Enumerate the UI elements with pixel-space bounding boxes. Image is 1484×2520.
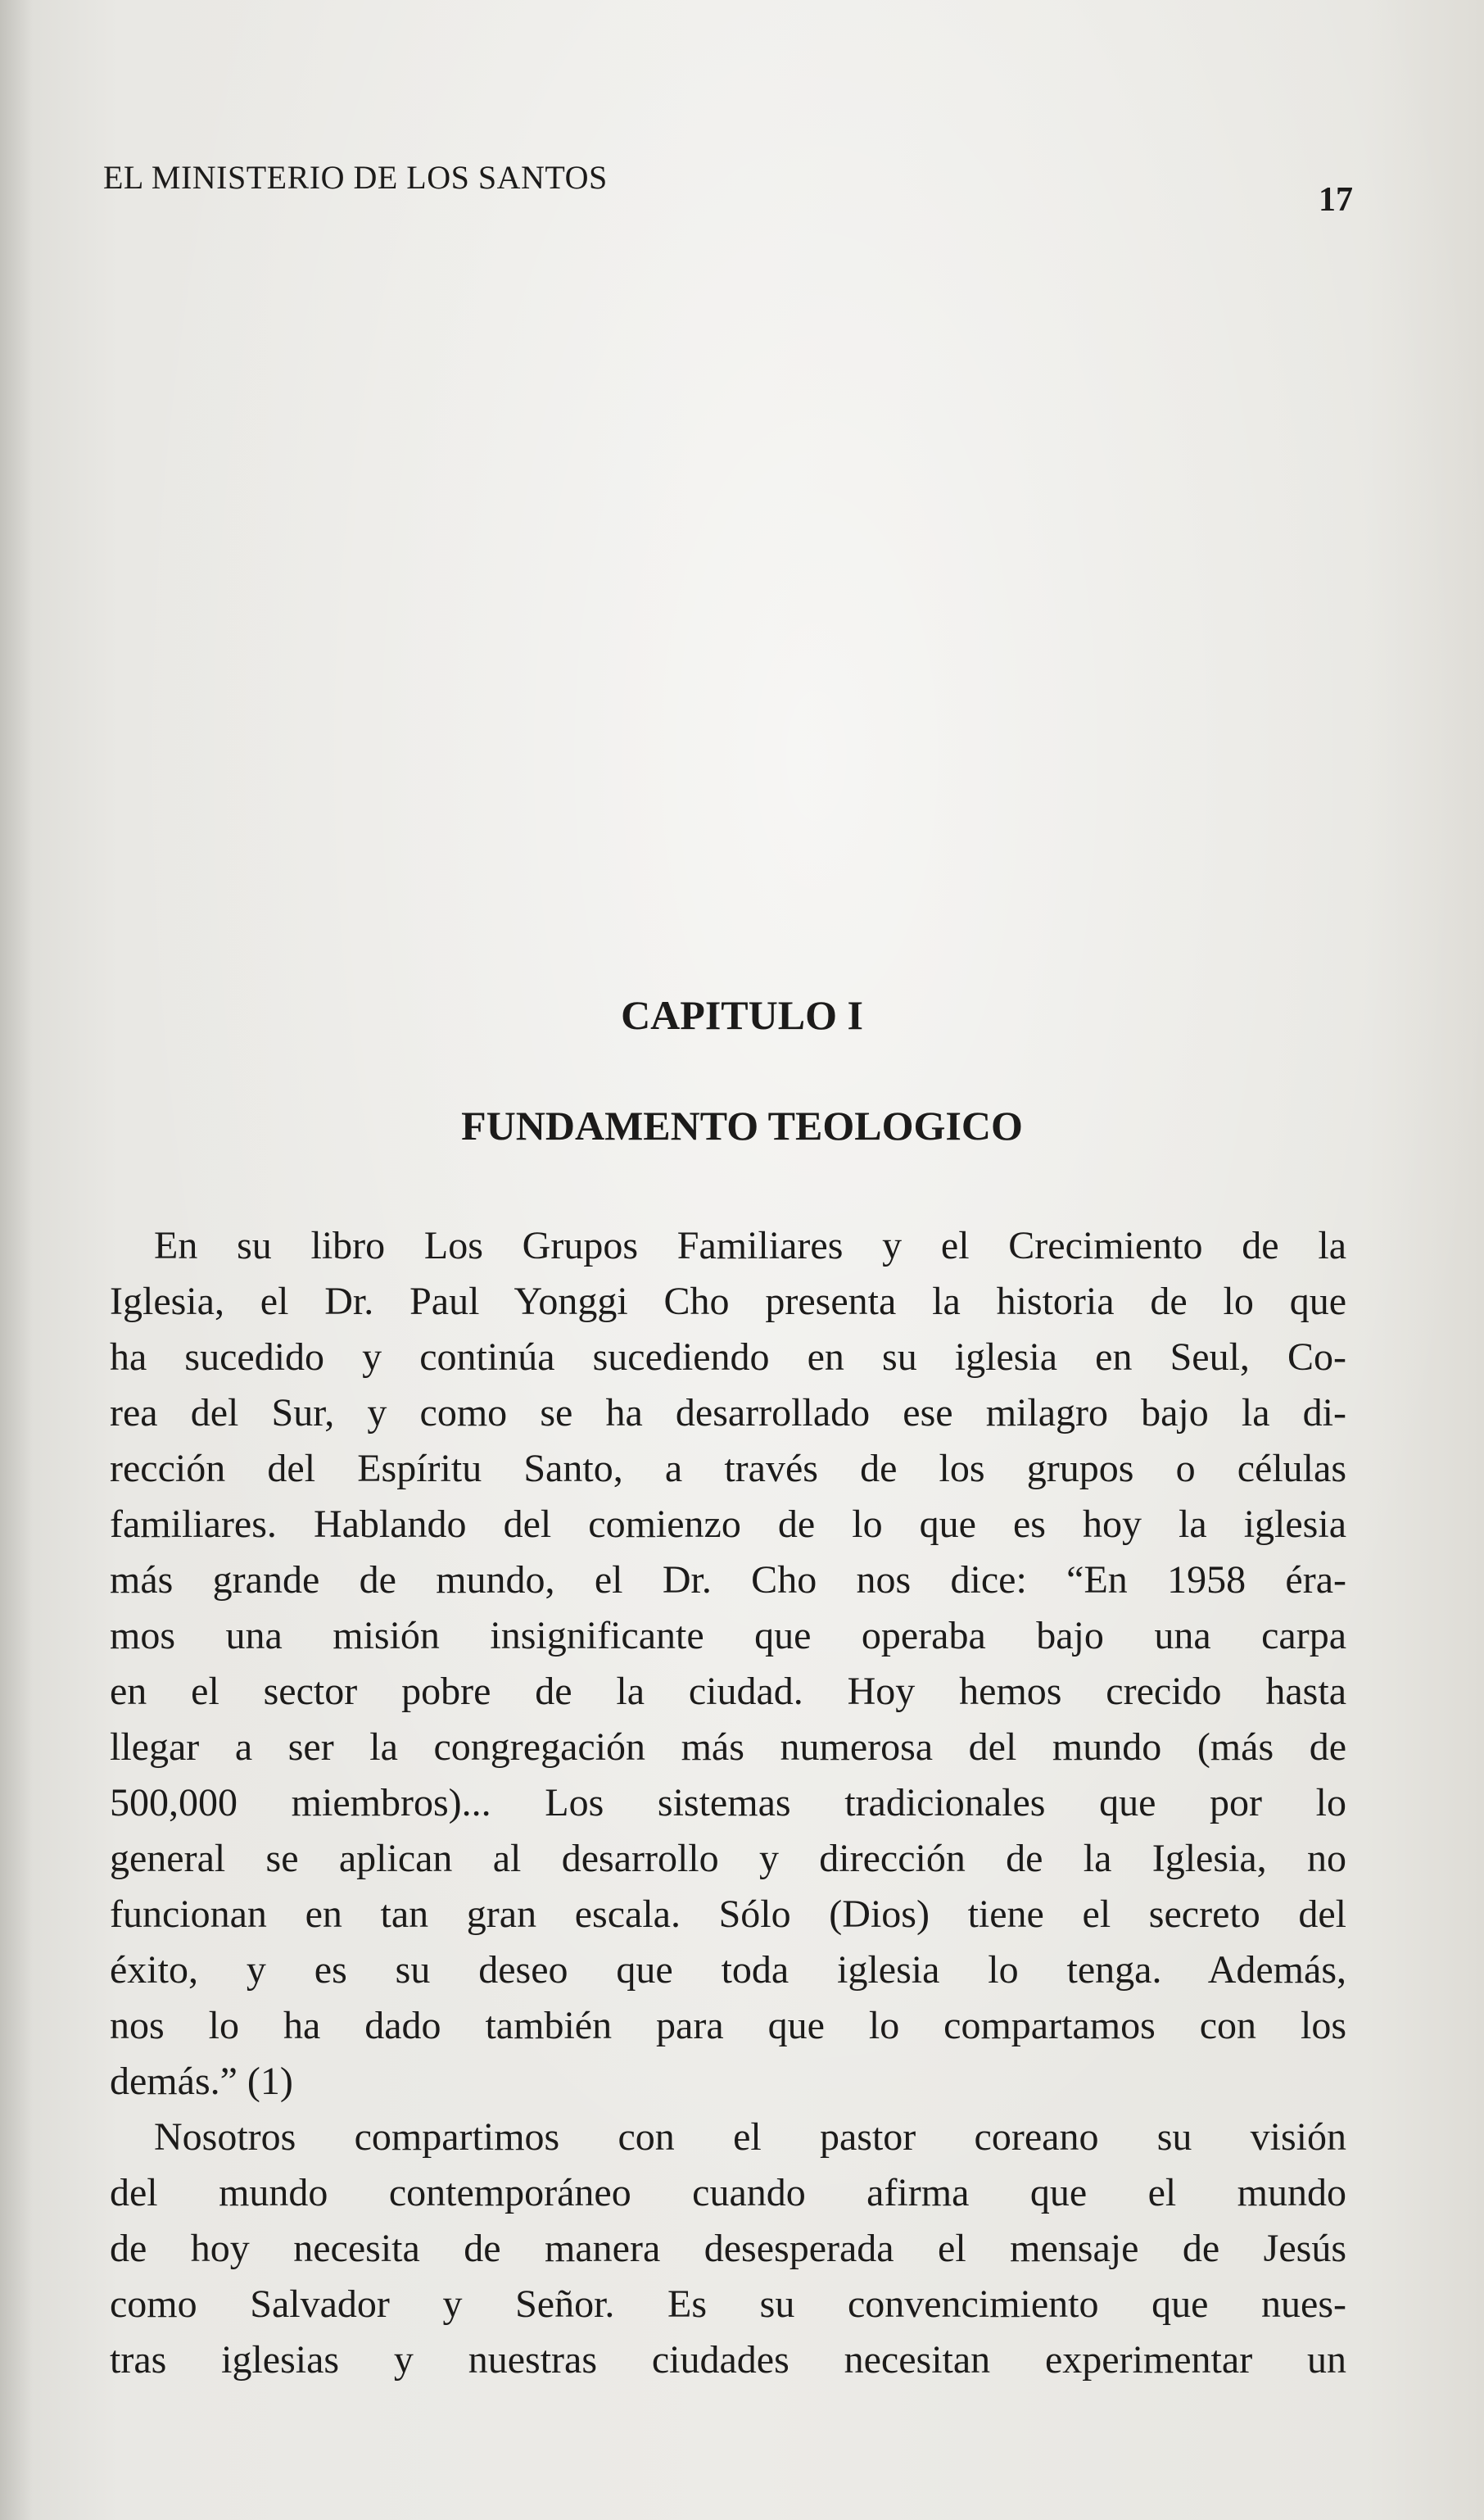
text-line: demás.” (1) xyxy=(110,2060,293,2103)
text-line: general se aplican al desarrollo y dirección de la Iglesia, no xyxy=(110,1837,1346,1880)
text-line: llegar a ser la congregación más numerosa del mundo (más de xyxy=(110,1725,1346,1769)
running-head: EL MINISTERIO DE LOS SANTOS xyxy=(103,159,608,196)
spine-shadow xyxy=(0,0,33,2520)
text-line: del mundo contemporáneo cuando afirma que el mundo xyxy=(110,2171,1346,2214)
text-line: como Salvador y Señor. Es su convencimiento que nues- xyxy=(110,2282,1346,2326)
page-number: 17 xyxy=(1319,181,1353,219)
text-line: tras iglesias y nuestras ciudades necesitan experimentar un xyxy=(110,2338,1346,2382)
chapter-label: CAPITULO I xyxy=(621,992,863,1038)
text-line: en el sector pobre de la ciudad. Hoy hemos crecido hasta xyxy=(110,1670,1346,1713)
body-text xyxy=(110,1218,1346,2388)
text-line: más grande de mundo, el Dr. Cho nos dice: “En 1958 éra- xyxy=(110,1558,1346,1602)
text-line: Nosotros compartimos con el pastor coreano su visión xyxy=(154,2115,1346,2159)
paragraph-1 xyxy=(110,1218,1346,2110)
text-line: nos lo ha dado también para que lo compartamos con los xyxy=(110,2004,1346,2047)
text-line: éxito, y es su deseo que toda iglesia lo tenga. Además, xyxy=(110,1948,1346,1992)
text-line: familiares. Hablando del comienzo de lo que es hoy la iglesia xyxy=(110,1502,1346,1546)
text-line: de hoy necesita de manera desesperada el mensaje de Jesús xyxy=(110,2227,1346,2270)
text-line: En su libro Los Grupos Familiares y el Crecimiento de la xyxy=(154,1224,1346,1267)
paragraph-2 xyxy=(110,2110,1346,2388)
text-line: funcionan en tan gran escala. Sólo (Dios) tiene el secreto del xyxy=(110,1892,1346,1936)
text-line: ha sucedido y continúa sucediendo en su iglesia en Seul, Co- xyxy=(110,1335,1346,1379)
text-line: Iglesia, el Dr. Paul Yonggi Cho presenta la historia de lo que xyxy=(110,1280,1346,1323)
text-line: rección del Espíritu Santo, a través de los grupos o células xyxy=(110,1447,1346,1490)
text-line: rea del Sur, y como se ha desarrollado ese milagro bajo la di- xyxy=(110,1391,1346,1434)
text-line: 500,000 miembros)... Los sistemas tradicionales que por lo xyxy=(110,1781,1346,1824)
chapter-title: FUNDAMENTO TEOLOGICO xyxy=(461,1103,1023,1149)
text-line: mos una misión insignificante que operaba bajo una carpa xyxy=(110,1614,1346,1657)
